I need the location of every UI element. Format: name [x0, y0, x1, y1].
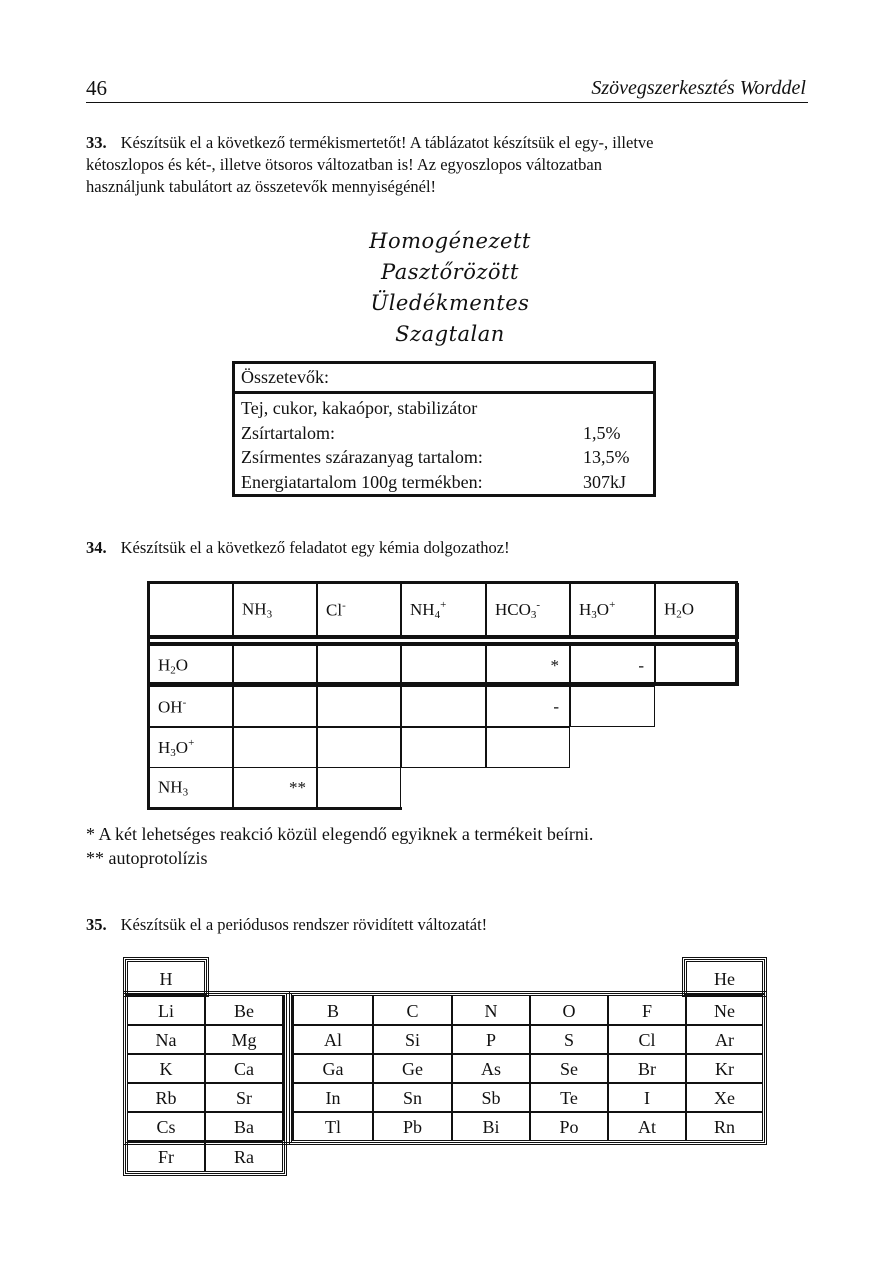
element-cell: Ba — [205, 1112, 283, 1141]
element-cell: Al — [293, 1025, 373, 1054]
element-cell: Po — [530, 1112, 608, 1141]
double-rule — [149, 636, 739, 639]
element-cell: P — [452, 1025, 530, 1054]
element-cell: At — [608, 1112, 686, 1141]
ingredient-label: Zsírmentes szárazanyag tartalom: — [241, 447, 483, 467]
element-cell: Si — [373, 1025, 452, 1054]
element-cell: Xe — [686, 1083, 763, 1112]
answer-cell — [401, 645, 486, 686]
task34-text — [86, 537, 806, 559]
ingredient-value: 13,5% — [583, 447, 630, 467]
element-cell: Ge — [373, 1054, 452, 1083]
ingredient-row — [235, 470, 653, 495]
task33-text — [86, 132, 806, 198]
element-cell: Sr — [205, 1083, 283, 1112]
element-cell: S — [530, 1025, 608, 1054]
product-line-3: Üledékmentes — [370, 291, 530, 315]
ingredient-row — [235, 445, 653, 470]
cell-mark: ** — [289, 777, 306, 797]
answer-cell — [486, 727, 570, 768]
element-cell: Na — [127, 1025, 205, 1054]
header-rule — [86, 102, 808, 103]
element-cell-He: He — [686, 961, 763, 995]
element-cell: Li — [127, 995, 205, 1025]
task34-number: 34. — [86, 538, 107, 557]
product-lines — [300, 226, 600, 350]
cell-mark: - — [638, 655, 644, 675]
element-cell: Ar — [686, 1025, 763, 1054]
formula: $H_3O^+$ — [158, 736, 195, 759]
answer-cell — [233, 767, 317, 808]
task33-line3: használjunk tabulátort az összetevők mennyiségénél! — [86, 177, 437, 196]
task35-text — [86, 914, 806, 936]
formula: $HCO_3^-$ — [495, 598, 541, 621]
formula: $NH_3$ — [242, 599, 273, 620]
element-cell: Pb — [373, 1112, 452, 1141]
element-cell: Fr — [127, 1141, 205, 1172]
element-cell: Kr — [686, 1054, 763, 1083]
element-cell: Te — [530, 1083, 608, 1112]
answer-cell — [317, 686, 401, 727]
task33-line1: Készítsük el a következő termékismertetőt! A táblázatot készítsük el egy-, illetve — [120, 133, 654, 152]
answer-cell — [317, 645, 401, 686]
row-header — [149, 767, 233, 808]
element-cell: F — [608, 995, 686, 1025]
ingredient-value: 1,5% — [583, 422, 621, 443]
element-cell-H: H — [127, 961, 205, 995]
element-cell: O — [530, 995, 608, 1025]
frame-main — [123, 991, 767, 1145]
task35-number: 35. — [86, 915, 107, 934]
answer-cell — [233, 727, 317, 768]
formula: $H_3O^+$ — [579, 598, 616, 621]
answer-cell — [655, 645, 739, 686]
table-bottom-border — [147, 807, 402, 810]
element-cell: Cl — [608, 1025, 686, 1054]
element-cell: Sn — [373, 1083, 452, 1112]
element-cell: Se — [530, 1054, 608, 1083]
element-cell: Rb — [127, 1083, 205, 1112]
formula: Cl- — [326, 599, 346, 619]
answer-cell — [233, 686, 317, 727]
row-header — [149, 686, 233, 727]
row-header — [149, 645, 233, 686]
element-cell: I — [608, 1083, 686, 1112]
cell-mark: - — [553, 696, 559, 716]
ingredients-header: Összetevők: — [235, 364, 653, 394]
element-cell: In — [293, 1083, 373, 1112]
ingredient-label: Tej, cukor, kakaópor, stabilizátor — [241, 398, 478, 418]
task35-instruction: Készítsük el a periódusos rendszer rövidített változatát! — [120, 915, 488, 934]
answer-cell — [486, 686, 570, 727]
task34-instruction: Készítsük el a következő feladatot egy kémia dolgozathoz! — [120, 538, 510, 557]
element-cell: Ra — [205, 1141, 283, 1172]
answer-cell — [401, 686, 486, 727]
ingredient-row — [235, 396, 653, 421]
ingredient-row — [235, 421, 653, 446]
answer-cell — [570, 645, 655, 686]
footnotes — [86, 822, 593, 870]
product-line-2: Pasztőrözött — [381, 260, 519, 284]
element-cell: Cs — [127, 1112, 205, 1141]
footnote-2: ** autoprotolízis — [86, 848, 208, 868]
answer-cell — [317, 727, 401, 768]
element-cell: Br — [608, 1054, 686, 1083]
answer-cell — [570, 686, 655, 727]
answer-cell — [317, 767, 401, 808]
element-cell: Tl — [293, 1112, 373, 1141]
element-cell: Sb — [452, 1083, 530, 1112]
element-cell: N — [452, 995, 530, 1025]
formula: OH- — [158, 696, 187, 716]
element-cell: Be — [205, 995, 283, 1025]
element-cell: Rn — [686, 1112, 763, 1141]
formula: $H_2O$ — [664, 599, 695, 620]
element-cell: B — [293, 995, 373, 1025]
ingredient-value: 307kJ — [583, 471, 627, 492]
cell-mark: * — [550, 655, 559, 675]
formula: $H_2O$ — [158, 655, 189, 676]
element-cell: K — [127, 1054, 205, 1083]
formula: $NH_4^+$ — [410, 598, 447, 621]
task33-number: 33. — [86, 133, 107, 152]
ingredient-label: Zsírtartalom: — [241, 422, 335, 443]
answer-cell — [401, 727, 486, 768]
element-cell: Ga — [293, 1054, 373, 1083]
row-header — [149, 727, 233, 768]
element-cell: Bi — [452, 1112, 530, 1141]
element-cell: Mg — [205, 1025, 283, 1054]
product-line-4: Szagtalan — [395, 322, 505, 346]
product-line-1: Homogénezett — [369, 229, 531, 253]
element-cell: C — [373, 995, 452, 1025]
element-cell: Ne — [686, 995, 763, 1025]
answer-cell — [233, 645, 317, 686]
formula: $NH_3$ — [158, 777, 189, 798]
element-cell: As — [452, 1054, 530, 1083]
task33-line2: kétoszlopos és két-, illetve ötsoros változatban is! Az egyoszlopos változatban — [86, 155, 602, 174]
answer-cell — [486, 645, 570, 686]
element-cell: Ca — [205, 1054, 283, 1083]
page-number: 46 — [86, 76, 107, 100]
running-title: Szövegszerkesztés Worddel — [591, 77, 806, 99]
table-left-border — [147, 583, 150, 809]
footnote-1: * A két lehetséges reakció közül elegendő egyiknek a termékeit beírni. — [86, 824, 594, 844]
ingredients-box — [232, 361, 656, 497]
ingredient-label: Energiatartalom 100g termékben: — [241, 471, 483, 492]
